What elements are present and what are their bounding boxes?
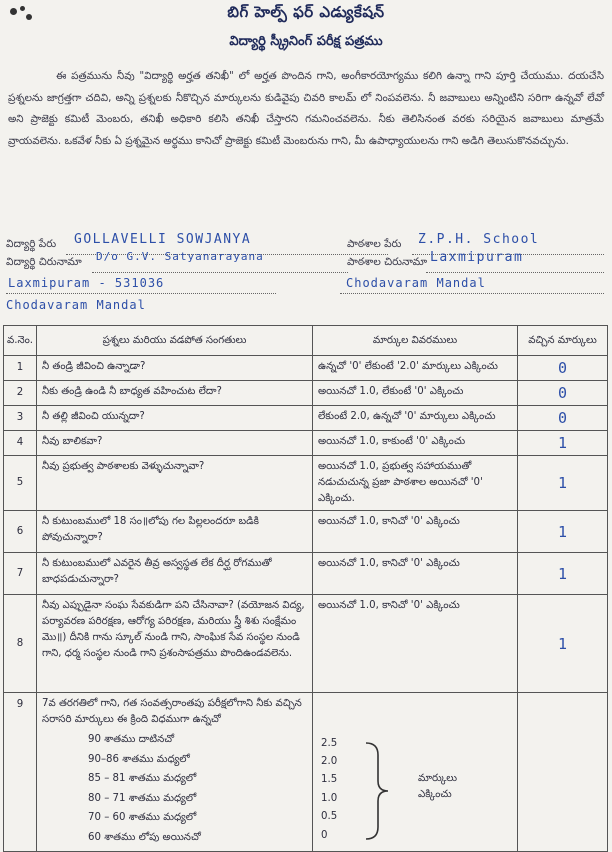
grade-mark-value: 2.0 — [321, 755, 338, 767]
row-mark[interactable]: 0 — [518, 356, 608, 381]
grade-band: 70 – 60 శాతము మధ్యలో — [88, 812, 197, 824]
row-question — [37, 693, 313, 852]
address-line-2b[interactable]: Chodavaram Mandal — [346, 276, 486, 290]
row-question: నీ కుటుంబములో 18 సం॥లోపు గల పిల్లలందరూ బడికి పోవుచున్నారా? — [37, 511, 313, 553]
row-question: నీ తండ్రి జీవించి ఉన్నాడా? — [37, 356, 313, 381]
row-question: నీకు తండ్రి ఉండి నీ బాధ్యత వహించుట లేదా? — [37, 381, 313, 406]
instructions-block — [8, 66, 604, 152]
row-mark[interactable]: 0 — [518, 381, 608, 406]
row-details: అయినచో 1.0, లేకుంటే '0' ఎక్కించు — [313, 381, 518, 406]
row-number: 5 — [4, 456, 37, 511]
address-line-3[interactable]: Chodavaram Mandal — [6, 298, 146, 312]
school-address-value[interactable]: Laxmipuram — [430, 250, 524, 265]
row-number: 3 — [4, 406, 37, 431]
student-name-field — [6, 238, 56, 253]
row-number: 8 — [4, 595, 37, 693]
row-mark[interactable]: 0 — [518, 406, 608, 431]
school-name-field — [347, 238, 401, 253]
table-row-grades — [4, 693, 608, 852]
row-mark[interactable] — [518, 693, 608, 852]
grade-band: 90–86 శాతము మధ్యలో — [88, 753, 190, 765]
grade-mark-value: 0.5 — [321, 811, 338, 823]
row-mark[interactable]: 1 — [518, 553, 608, 595]
grade-band: 60 శాతము లోపు అయినచో — [88, 831, 201, 843]
grade-mark-value: 2.5 — [321, 737, 338, 749]
row-details: అయినచో 1.0, ప్రభుత్వ సహాయముతో నడుచుచున్న ప్రజా పాఠశాల అయినచో '0' ఎక్కించు. — [313, 456, 518, 511]
grade-band: 90 శాతము దాటినచో — [88, 734, 175, 745]
row-details: అయినచో 1.0, కానిచో '0' ఎక్కించు — [313, 511, 518, 553]
row-mark[interactable]: 1 — [518, 431, 608, 456]
form-title: విద్యార్థి స్క్రీనింగ్ పరీక్ష పత్రము — [229, 34, 383, 49]
grade-band: 80 – 71 శాతము మధ్యలో — [88, 792, 197, 804]
row-question: నీ తల్లి జీవించి యున్నదా? — [37, 406, 313, 431]
school-name-label: పాఠశాల పేరు — [347, 238, 402, 250]
curly-brace-icon — [360, 741, 420, 841]
table-row — [4, 431, 608, 456]
row-question: నీవు ప్రభుత్వ పాఠశాలకు వెళ్ళుచున్నావా? — [37, 456, 313, 511]
grade-marks-label: మార్కులు ఎక్కించు — [418, 772, 457, 800]
row-details: అయినచో 1.0, కానిచో '0' ఎక్కించు — [313, 595, 518, 693]
row-details: అయినచో 1.0, కానిచో '0' ఎక్కించు — [313, 553, 518, 595]
grade-marks-scale — [318, 735, 512, 845]
table-row — [4, 595, 608, 693]
instructions-text: ఈ పత్రమును నీవు "విద్యార్థి అర్హత తనిఖీ" లో అర్హత పొందిన గాని, అంగీకారయోగ్యము కలిగి ఉన్నా గాని పూర్తి చేయుము. దయచేసి ప్రశ్నలను జాగ్రత్తగా చదివి, అన్ని ప్రశ్నలకు నీకొచ్చిన మార్కులను కుడివైపు చివరి కాలమ్ లో నింపవలెను. నీ జవాబులు అన్నింటిని సరిగా ఉన్నవో లేవో అని ప్రాజెక్టు కమిటీ మెంబరు, తనిఖీ అధికారి కలిసి తనిఖీ చేస్తారని గమనించవలెను. నీకు తెలిసినంత వరకు సరియైన జవాబులు మాత్రమే వ్రాయవలెను. ఒకవేళ నీకు ఏ ప్రశ్నమైన అర్థము కానిచో ప్రాజెక్టు కమిటీ మెంబరును గాని, మీ ఉపాధ్యాయులను గాని అడిగి తెలుసుకొనవచ్చును. — [8, 70, 604, 147]
student-name-value[interactable]: GOLLAVELLI SOWJANYA — [74, 232, 252, 247]
school-address-label: పాఠశాల చిరునామా — [347, 256, 428, 268]
row-number: 4 — [4, 431, 37, 456]
student-address-value[interactable]: D/o G.V. Satyanarayana — [96, 250, 264, 263]
student-address-field — [6, 256, 82, 271]
row-number: 6 — [4, 511, 37, 553]
table-header-row — [4, 326, 608, 356]
student-name-label: విద్యార్థి పేరు — [6, 238, 57, 250]
table-row — [4, 511, 608, 553]
table-row — [4, 381, 608, 406]
row-number: 7 — [4, 553, 37, 595]
row-question: నీ కుటుంబములో ఎవరైన తీవ్ర అస్వస్థత లేక దీర్ఘ రోగముతో బాధపడుచున్నారా? — [37, 553, 313, 595]
row-question: నీవు బాలికవా? — [37, 431, 313, 456]
table-row — [4, 356, 608, 381]
screening-table — [3, 325, 608, 852]
col-header-marks-details: మార్కుల వివరములు — [313, 326, 518, 356]
col-header-marks-obtained: వచ్చిన మార్కులు — [518, 326, 608, 356]
grade-band-list — [88, 730, 307, 848]
row-mark[interactable]: 1 — [518, 511, 608, 553]
row-question: నీవు ఎప్పుడైనా సంఘ సేవకుడిగా పని చేసినావా? (వయోజన విద్య, పర్యావరణ పరిరక్షణ, ఆరోగ్య పరిరక్షణ, మరియు స్త్రీ శిశు సంక్షేమం మొ॥) దీనికి గాను స్కూల్ నుండి గాని, సాంఘిక సేవ సంస్థల నుండి గాని, ధర్మ సంస్థల నుండి గాని ప్రశంసాపత్రము పొందిఉండవలెను. — [37, 595, 313, 693]
row-details: ఉన్నచో '0' లేకుంటే '2.0' మార్కులు ఎక్కించు — [313, 356, 518, 381]
row-mark[interactable]: 1 — [518, 595, 608, 693]
grade-mark-value: 1.5 — [321, 774, 338, 786]
row-details: లేకుంటే 2.0, ఉన్నచో '0' మార్కులు ఎక్కించు — [313, 406, 518, 431]
table-row — [4, 406, 608, 431]
row-number: 2 — [4, 381, 37, 406]
grade-mark-value: 1.0 — [321, 792, 338, 804]
organization-title: బిగ్ హెల్ప్ ఫర్ ఎడ్యుకేషన్ — [227, 3, 385, 21]
row-number: 1 — [4, 356, 37, 381]
col-header-question: ప్రశ్నలు మరియు వడపోత సంగతులు — [37, 326, 313, 356]
row-details: అయినచో 1.0, కాకుంటే '0' ఎక్కించు — [313, 431, 518, 456]
school-name-value[interactable]: Z.P.H. School — [418, 232, 540, 247]
row-question-text: 7వ తరగతిలో గాని, గత సంవత్సరాంతపు పరీక్షలోగాని నీకు వచ్చిన సరాసరి మార్కులు ఈ క్రింది విధముగా ఉన్నచో — [42, 698, 302, 725]
row-details — [313, 693, 518, 852]
grade-mark-value: 0 — [321, 829, 328, 841]
table-row — [4, 456, 608, 511]
col-header-sno: వ.నెం. — [4, 326, 37, 356]
student-address-label: విద్యార్థి చిరునామా — [6, 256, 82, 268]
row-mark[interactable]: 1 — [518, 456, 608, 511]
grade-band: 85 – 81 శాతము మధ్యలో — [88, 773, 197, 785]
table-row — [4, 553, 608, 595]
row-number: 9 — [4, 693, 37, 852]
school-address-field — [347, 256, 427, 271]
address-line-2[interactable]: Laxmipuram - 531036 — [8, 276, 165, 290]
